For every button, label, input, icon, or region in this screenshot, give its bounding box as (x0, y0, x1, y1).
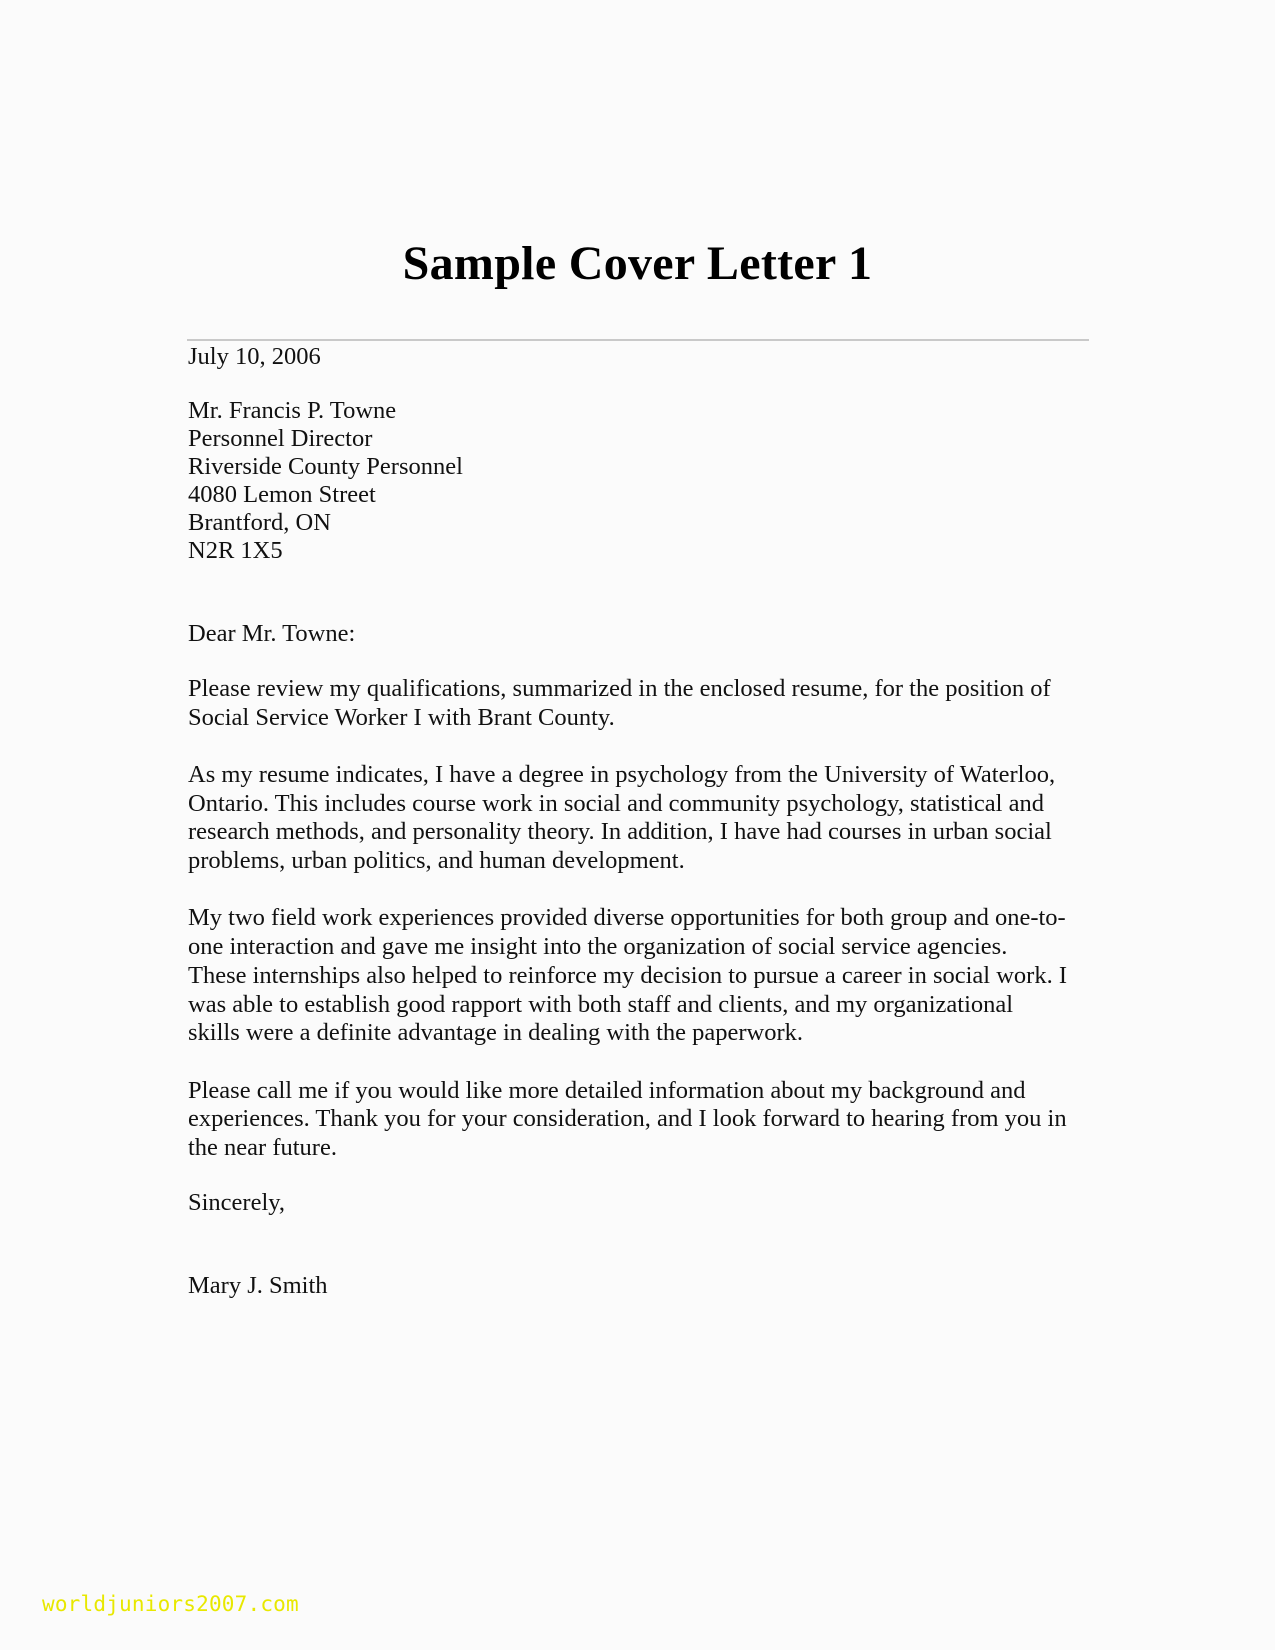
paragraph-3-line: My two field work experiences provided diverse opportunities for both group and one-to- (188, 904, 1066, 931)
paragraph-1-line: Social Service Worker I with Brant County. (188, 704, 615, 731)
paragraph-4-line: experiences. Thank you for your consideration, and I look forward to hearing from you in (188, 1105, 1067, 1132)
paragraph-1-line: Please review my qualifications, summarized in the enclosed resume, for the position of (188, 675, 1051, 702)
closing: Sincerely, (188, 1189, 286, 1216)
paragraph-3-line: skills were a definite advantage in dealing with the paperwork. (188, 1019, 804, 1046)
watermark-text: worldjuniors2007.com (42, 1592, 299, 1616)
letter-date: July 10, 2006 (188, 343, 321, 370)
paragraph-2-line: As my resume indicates, I have a degree in psychology from the University of Waterloo, (188, 761, 1056, 788)
recipient-name: Mr. Francis P. Towne (188, 397, 397, 424)
paragraph-3-line: was able to establish good rapport with both staff and clients, and my organizational (188, 991, 1014, 1018)
paragraph-2-line: problems, urban politics, and human development. (188, 847, 685, 874)
paragraph-3-line: one interaction and gave me insight into the organization of social service agencies. (188, 933, 1008, 960)
title-divider (187, 339, 1089, 341)
salutation: Dear Mr. Towne: (188, 620, 356, 647)
recipient-postal-code: N2R 1X5 (188, 537, 283, 564)
paragraph-4-line: the near future. (188, 1134, 337, 1161)
letter-title: Sample Cover Letter 1 (402, 237, 873, 290)
recipient-city: Brantford, ON (188, 509, 331, 536)
paragraph-4-line: Please call me if you would like more detailed information about my background and (188, 1077, 1026, 1104)
recipient-title: Personnel Director (188, 425, 373, 452)
paragraph-2-line: Ontario. This includes course work in social and community psychology, statistical and (188, 790, 1044, 817)
paragraph-3-line: These internships also helped to reinforce my decision to pursue a career in social work. I (188, 962, 1067, 989)
recipient-street: 4080 Lemon Street (188, 481, 376, 508)
recipient-organization: Riverside County Personnel (188, 453, 463, 480)
signature-name: Mary J. Smith (188, 1272, 328, 1299)
paragraph-2-line: research methods, and personality theory. In addition, I have had courses in urban social (188, 818, 1052, 845)
